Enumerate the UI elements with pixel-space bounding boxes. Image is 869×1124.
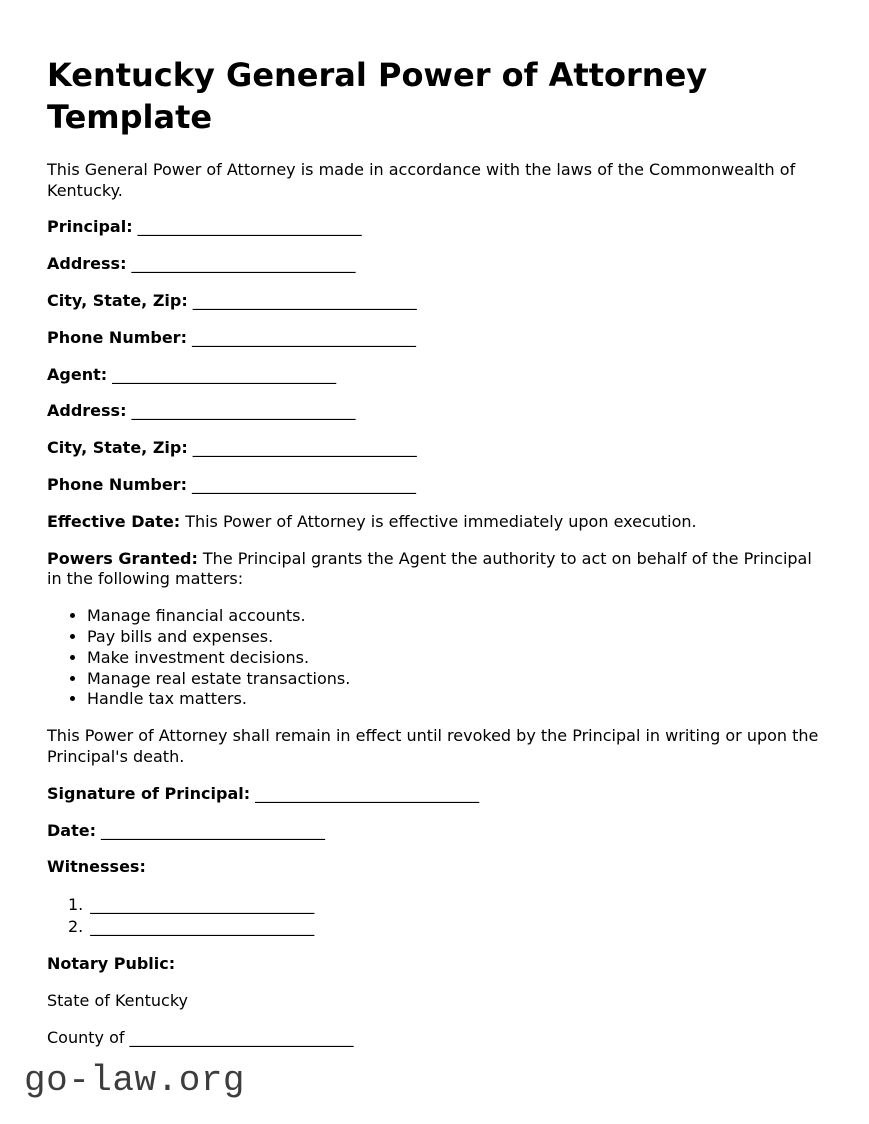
witnesses-label: Witnesses:	[47, 857, 146, 877]
effective-date-paragraph	[47, 512, 822, 533]
witness-number: 1.	[68, 895, 84, 915]
witness-blank: ____________________________	[90, 917, 315, 937]
effective-date-text: This Power of Attorney is effective immediately upon execution.	[185, 511, 697, 531]
field-row-agent-city-state-zip	[47, 438, 822, 459]
date-blank: ____________________________	[100, 820, 325, 840]
signature-label: Signature of Principal:	[47, 783, 251, 803]
powers-list	[47, 606, 822, 710]
date-label: Date:	[47, 820, 96, 840]
notary-heading	[47, 954, 822, 975]
powers-list-item: • Manage financial accounts.	[87, 606, 822, 627]
field-label-principal-city-state-zip: City, State, Zip:	[47, 291, 188, 310]
powers-granted-paragraph	[47, 549, 822, 591]
field-blank-principal-phone: ____________________________	[191, 327, 416, 347]
field-label-principal-phone: Phone Number:	[47, 327, 187, 347]
field-blank-agent-address: ____________________________	[131, 401, 356, 421]
revocation-paragraph: This Power of Attorney shall remain in effect until revoked by the Principal in writing or upon the Principal's death.	[47, 726, 819, 766]
witnesses-heading	[47, 857, 822, 878]
powers-list-item: • Manage real estate transactions.	[87, 669, 822, 690]
field-row-principal	[47, 217, 822, 238]
field-label-agent-phone: Phone Number:	[47, 474, 187, 494]
county-blank: ____________________________	[129, 1027, 354, 1047]
intro-paragraph: This General Power of Attorney is made in accordance with the laws of the Commonwealth of Kentucky.	[47, 159, 796, 200]
witness-number: 2.	[68, 917, 84, 937]
field-row-agent-phone	[47, 475, 822, 496]
field-blank-agent-city-state-zip: ____________________________	[192, 438, 417, 458]
field-label-principal: Principal:	[47, 217, 133, 237]
county-row	[47, 1028, 822, 1049]
field-blank-principal: ____________________________	[137, 217, 362, 237]
powers-list-item: • Handle tax matters.	[87, 689, 822, 710]
field-label-agent-city-state-zip: City, State, Zip:	[47, 438, 188, 458]
powers-list-item: • Make investment decisions.	[87, 648, 822, 669]
witness-row	[68, 894, 822, 916]
signature-blank: ____________________________	[255, 783, 480, 803]
powers-granted-text: The Principal grants the Agent the authority to act on behalf of the Principal in the following matters:	[47, 548, 812, 589]
field-row-principal-phone	[47, 328, 822, 349]
field-row-agent-address	[47, 401, 822, 422]
watermark-go-law-org: go-law.org	[24, 1060, 246, 1101]
field-row-agent	[47, 365, 822, 386]
signature-row	[47, 784, 822, 805]
county-label: County of	[47, 1027, 125, 1047]
powers-list-item: • Pay bills and expenses.	[87, 627, 822, 648]
field-blank-principal-city-state-zip: ____________________________	[192, 291, 417, 310]
field-blank-principal-address: ____________________________	[131, 254, 356, 274]
field-label-principal-address: Address:	[47, 254, 127, 274]
witness-list	[47, 894, 822, 938]
date-row	[47, 821, 822, 842]
notary-label: Notary Public:	[47, 954, 176, 974]
effective-date-label: Effective Date:	[47, 511, 181, 531]
witness-blank: ____________________________	[90, 895, 315, 915]
witness-row	[68, 916, 822, 938]
document-title: Kentucky General Power of Attorney Template	[47, 56, 708, 136]
field-row-principal-address	[47, 254, 822, 275]
field-label-agent: Agent:	[47, 364, 108, 384]
field-blank-agent-phone: ____________________________	[191, 474, 416, 494]
field-row-principal-city-state-zip	[47, 291, 822, 312]
notary-state-line: State of Kentucky	[47, 991, 188, 1011]
field-label-agent-address: Address:	[47, 401, 127, 421]
field-blank-agent: ____________________________	[112, 364, 337, 384]
powers-granted-label: Powers Granted:	[47, 548, 198, 568]
